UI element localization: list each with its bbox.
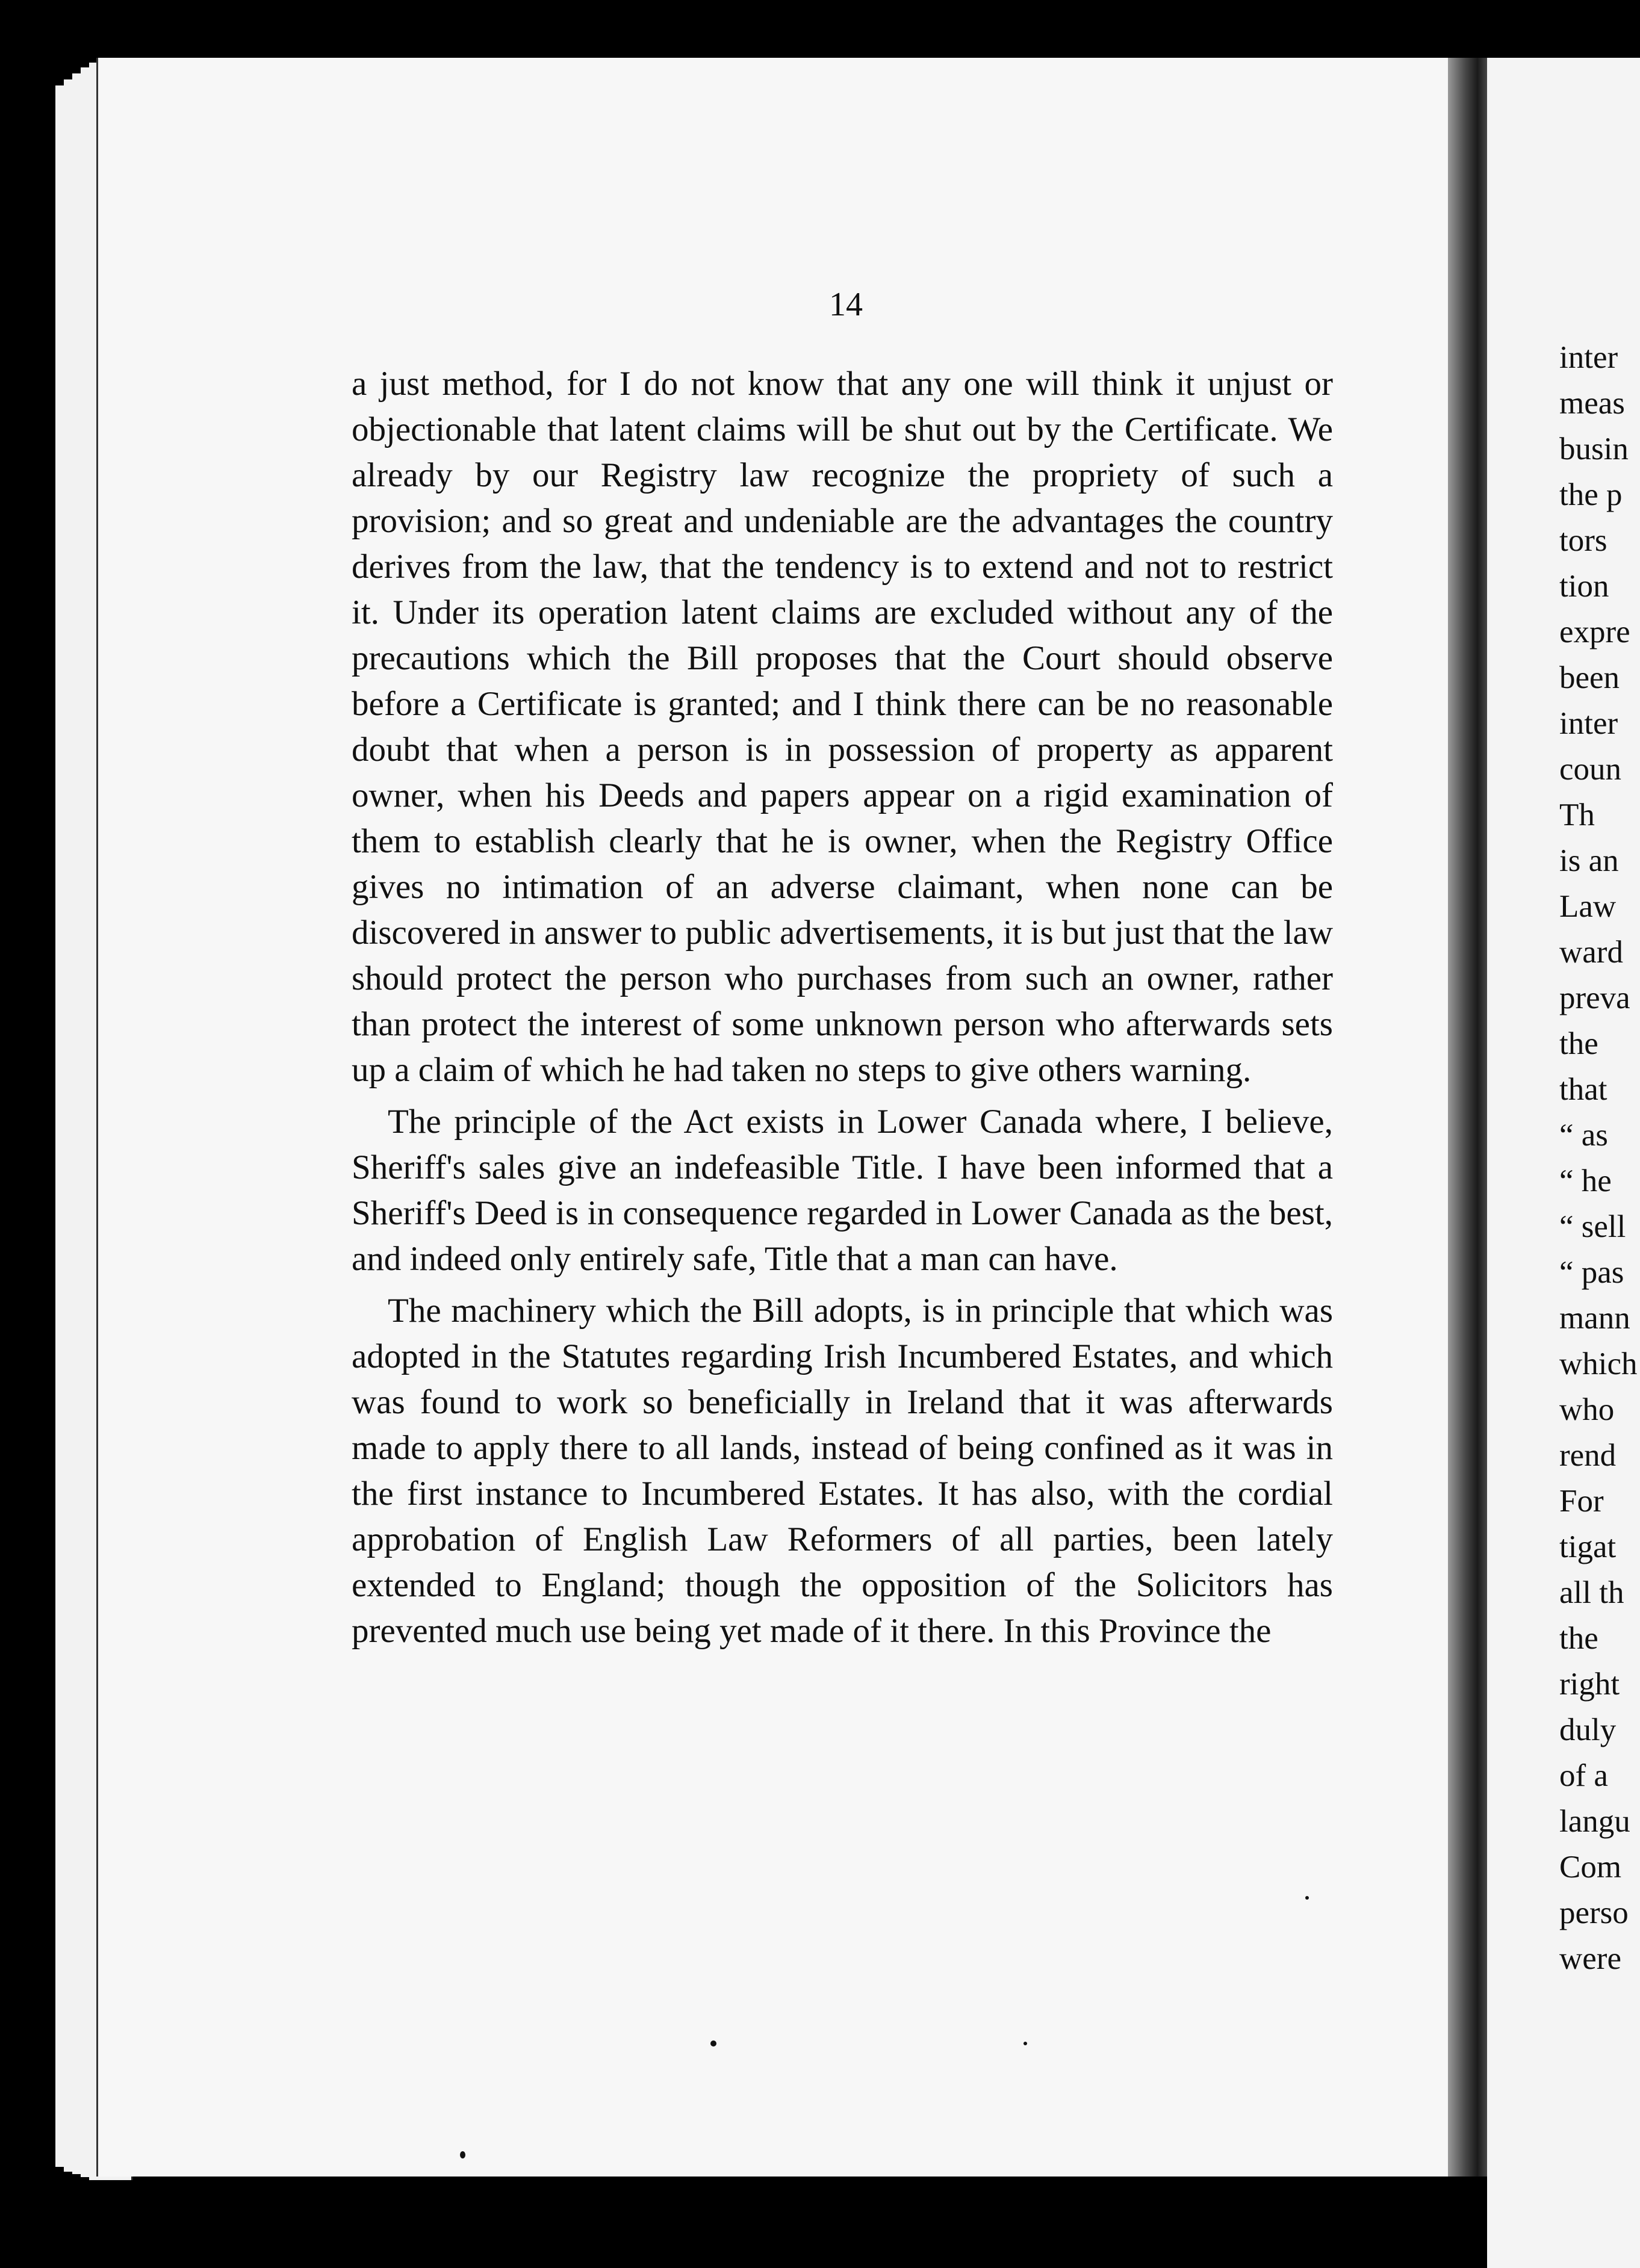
facing-line: duly [1559,1712,1617,1747]
facing-line: all th [1559,1575,1624,1610]
ink-speck [710,2040,716,2046]
facing-line: rend [1559,1438,1617,1473]
facing-line: coun [1559,752,1622,787]
facing-line: who [1559,1392,1615,1427]
facing-line: of a [1559,1758,1608,1793]
facing-line: were [1559,1941,1621,1976]
facing-line: the p [1559,477,1623,512]
facing-line: “ pas [1559,1255,1624,1290]
facing-line: Th [1559,798,1595,832]
facing-line: ward [1559,935,1623,970]
facing-line: inter [1559,340,1618,375]
facing-page-text [1559,335,1640,1981]
facing-line: the [1559,1026,1598,1061]
facing-line: the [1559,1621,1598,1656]
facing-line: right [1559,1667,1620,1702]
facing-line: “ he [1559,1163,1612,1198]
facing-line: For [1559,1484,1604,1519]
book-gutter [1448,58,1490,2177]
paragraph: The principle of the Act exists in Lower Canada where, I believe, Sheriff's sales give an indefeasible Title. I have been informed that a Sheriff's Deed is in consequence regarded in Lower Canada as the best, and indeed only entirely safe, Title that a man can have. [352,1103,1333,1278]
facing-line: “ sell [1559,1209,1626,1244]
facing-line: perso [1559,1895,1629,1930]
ink-speck [1305,1896,1309,1900]
facing-line: meas [1559,386,1625,421]
facing-line: Com [1559,1850,1622,1885]
facing-line: preva [1559,981,1630,1015]
ink-speck [1023,2042,1027,2045]
facing-line: busin [1559,432,1629,466]
facing-line: “ as [1559,1118,1608,1153]
facing-line: which [1559,1346,1638,1381]
facing-line: that [1559,1072,1607,1107]
facing-line: langu [1559,1804,1630,1839]
page-number: 14 [829,286,863,323]
facing-line: expre [1559,615,1630,649]
facing-line: tors [1559,523,1607,558]
facing-line: is an [1559,843,1619,878]
facing-line: mann [1559,1301,1630,1336]
ink-speck [460,2151,465,2158]
paragraph: The machinery which the Bill adopts, is in principle that which was adopted in the Statutes regarding Irish Incumbered Estates, and which was found to work so beneficially in Ireland that it was afterwards made to apply there to all lands, instead of being confined as it was in the first instance to Incumbered Estates. It has also, with the cordial approbation of English Law Reformers of all parties, been lately extended to England; though the opposition of the Solicitors has prevented much use being yet made of it there. In this Province the [352,1292,1333,1650]
facing-line: tion [1559,569,1609,604]
facing-line: Law [1559,889,1617,924]
facing-line: inter [1559,706,1618,741]
facing-line: been [1559,660,1620,695]
facing-line: tigat [1559,1529,1617,1564]
paragraph: a just method, for I do not know that any one will think it unjust or objectionable that latent claims will be shut out by the Certificate. We already by our Registry law recognize the propriety of such a provision; and so great and undeniable are the advantages the country derives from the law, that the tendency is to extend and not to restrict it. Under its operation latent claims are excluded without any of the precautions which the Bill proposes that the Court should observe before a Certificate is granted; and I think there can be no reasonable doubt that when a person is in possession of property as apparent owner, when his Deeds and papers appear on a rigid examination of them to establish clearly that he is owner, when the Registry Office gives no intimation of an adverse claimant, when none can be discovered in answer to public advertisements, it is but just that the law should protect the person who purchases from such an owner, rather than protect the interest of some unknown person who afterwards sets up a claim of which he had taken no steps to give others warning. [352,365,1333,1089]
page-body [352,361,1333,1660]
